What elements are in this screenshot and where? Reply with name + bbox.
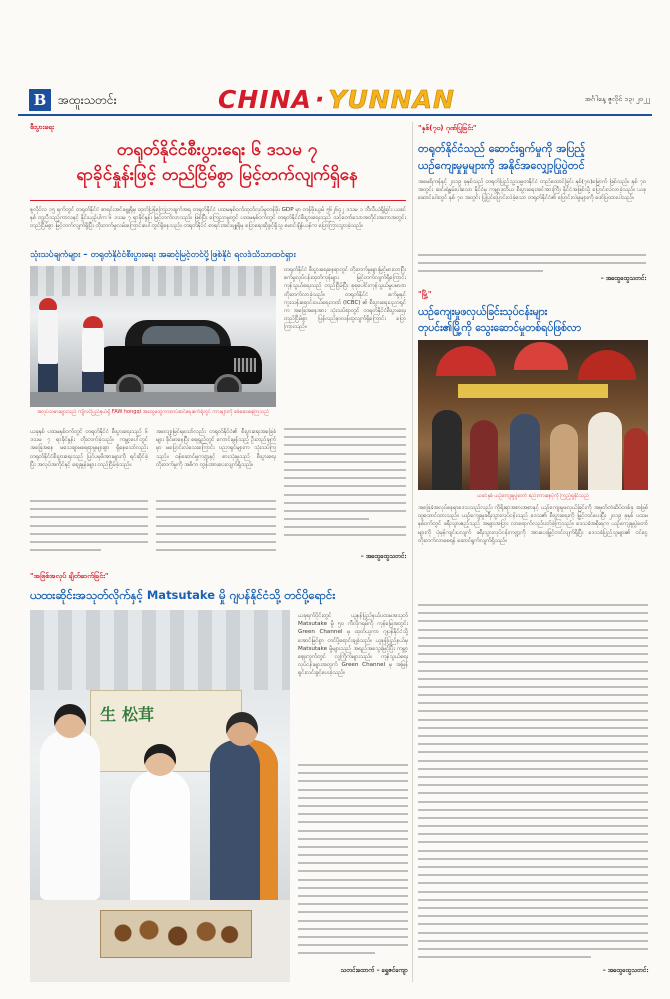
brand-logo: [218, 85, 455, 114]
worker-figure-left: [38, 306, 58, 398]
food-photo-caption: ယခင်နှစ် ယဉ်ကျေးမှုပွဲတော် စည်းကားနေပုံကို ကြည့်ရှုနိုင်သည်: [477, 493, 589, 499]
lead-bottom-middle-column: အလျော့မြင်ရသော်လည်း တရုတ်နိုင်ငံ၏ စီးပွားရေးအခြေခံများ ခိုင်မာနေပြီး ရေရှည်တွင် ကောင်းမွန်သည့် ဦးတည်ချက်မှာ မပြောင်းလဲသေးကြောင်း ပညာရှင်များက သုံးသပ်ကြသည်။ ဝန်ဆောင်မှုကဏ္ဍနှင့် စားသုံးမှုသည် စီးပွားရေးတိုးတက်မှုကို အဓိက တွန်းအားပေးလျက်ရှိသည်။: [156, 429, 276, 468]
food-body-continued: [418, 604, 648, 968]
worker-figure-middle-cap: [83, 316, 103, 328]
header-rule: [18, 114, 652, 116]
food-headline-line-1: ယဉ်ကျေးမှုဖလှယ်ခြင်းသုပ်ငန်းများ: [418, 306, 548, 318]
matsutake-headline-part-1: ယထးဆိုင်းအသုတ်လိုက်နှင့်: [30, 588, 143, 602]
matsutake-kicker: "အဖြစ်အလုပ် ချိတ်ဆက်ခြင်း": [30, 572, 109, 580]
food-body: အခြေခံအလုပ်နေရာဒေသသည်လည်း ကိုရိုးရာအစားအစာနှင့် ယဉ်ကျေးမှုဖလှယ်ခြင်းကို အမှတ်တံဆိပ်တစ်ခု အဖြစ်ထူထောင်ထားသည်။ ယဉ်ကျေးမှုခရီးသွားလုပ်ငန်းသည် ဒေသ၏ စီးပွားရေးကို မြှင့်တင်ပေးပြီး ၂၀၁၉ ခုနှစ် ပထမနှစ်ဝက်တွင် ခရီးသွားဧည့်သည် အများအပြား လာရောက်လည်ပတ်ခဲ့ကြသည်။ ဒေသခံအစိုးရက ယဉ်ကျေးမှုပွဲတော်များကို ပုံမှန်ကျင်းပလျက် ခရီးသွားလုပ်ငန်းကဏ္ဍကို အားပေးမြှင့်တင်လျက်ရှိပြီး ဒေသခံပြည်သူများ၏ ဝင်ငွေတိုးတက်လာစေရန် ဆောင်ရွက်လျက်ရှိသည်။: [418, 505, 648, 544]
lead-kicker: စီးပွားရေး: [30, 123, 54, 131]
crowd-person-4: [550, 424, 578, 490]
lead-headline-rule: [30, 200, 406, 201]
worker-figure-middle: [82, 324, 104, 398]
red-umbrella-2: [514, 342, 568, 370]
lead-right-column-continued: [284, 428, 406, 548]
lead-right-column: တရုတ်နိုင်ငံ စီးပွားရေးနေရာတွင် တိုးတက်မှုများမြင့်မားလာပြီး စက်မှုလုပ်ငန်းထုတ်ကုန်များ မြင့်တက်လျက်ရှိကြောင်း ကုန်သွယ်ရေးသည် တည်ငြိမ်ပြီး စုစုပေါင်းကုန်သွယ်မှုပမာဏ တိုးတက်လာခဲ့သည်။ တရုတ်နိုင်ငံ စက်မှုနှင့်ကူးသန်းရောင်းဝယ်ရေးဘဏ် (ICBC) ၏ စီးပွားရေးပညာရှင်က အခြေအနေအား သုံးသပ်ရာတွင် တရုတ်နိုင်ငံစီးပွားရေး တည်ငြိမ်စွာ ပြန်လည်နာလန်ထူလျက်ရှိကြောင်း ပြောကြားသည်။: [284, 267, 406, 331]
sidebar-body: အမေရိကန်နှင့် ၂၀၁၉ ခုနှစ်သည် တရုတ်ပြည်သူ့သမ္မတနိုင်ငံ တည်ထောင်ခြင်း နှစ်(၇၀)မြောက် ဖြစ်သည်။ နှစ် ၇၀ အတွင်း ဆင်းရဲနွမ်းပါးသော နိုင်ငံမှ ကမ္ဘာ့ဒုတိယ စီးပွားရေးအင်အားကြီး နိုင်ငံအဖြစ်သို့ ပြောင်းလဲလာခဲ့သည်။ ယခုဆောင်းပါးတွင် နှစ် ၇၀ အတွင်း ပြုပြင်ပြောင်းလဲခဲ့သော တရုတ်နိုင်ငံ၏ ပြောင်းလဲမှုများကို ဖော်ပြထားပါသည်။: [418, 179, 646, 202]
worker-figure-right: [210, 740, 278, 920]
red-umbrella-1: [436, 346, 496, 376]
issue-date: အင်္ဂါနေ့ ဇူလိုင် ၁၃၊ ၂၀၂၂: [584, 95, 650, 103]
sidebar-headline: [418, 140, 644, 174]
column-divider: [412, 122, 413, 982]
stall-sign: [458, 384, 608, 398]
brand-dot: ·: [314, 85, 326, 114]
car-window: [142, 326, 220, 344]
sidebar-headline-line-1: တရုတ်နိုင်ငံသည် ဆောင်းရွက်မှုကို အပြည့်: [418, 142, 586, 155]
officer-figure-left: [40, 730, 100, 900]
matsutake-body: ယခုရက်ပိုင်းတွင် ယူနန်ပြည်နယ်ပထမအသုတ် Matsutake မှို ၅၀ ကီလိုဂရမ်ကို ကုန်မြေအတွင်း Green Channel မှ ထုတ်ယူကာ ဂျပန်နိုင်ငံသို့ အောင်မြင်စွာ တင်ပို့ရောင်းချခဲ့သည်။ ယူနန်ပြည်နယ်မှ Matsutake မှိုများသည် အရည်အသွေးမြင့်ပြီး ကမ္ဘာ့ဈေးကွက်တွင် လူကြိုက်များသည်။ ကုန်သွယ်ရေးလုပ်ငန်းများအတွက် Green Channel မှ အမြန်ရှင်းလင်းခွင့်ပေးခဲ့သည်။: [298, 613, 408, 677]
crowd-person-2: [470, 420, 498, 490]
lead-byline: – အထွေထွေသတင်း: [360, 553, 406, 560]
matsutake-headline: [30, 588, 410, 605]
lead-headline: [30, 138, 404, 188]
sidebar-kicker: "နှစ်(၇၀) ဂုဏ်ပြုခြင်း": [418, 124, 477, 132]
car-factory-photo: [30, 266, 276, 407]
food-headline: [418, 304, 644, 336]
food-fair-photo: [418, 340, 648, 490]
worker-figure-left-cap: [39, 298, 57, 310]
lead-bottom-left-column: ယခုနှစ် ပထမနှစ်ဝက်တွင် တရုတ်နိုင်ငံ စီးပွားရေးသည် ၆ ဒသမ ၇ ရာခိုင်နှုန်း တိုးတက်ခဲ့သည်။ ကမ္ဘာ့ပေါ်တွင် အခြေအနေ မသေချာမရေရာမှုများစွာ ရှိနေသော်လည်း တရုတ်နိုင်ငံစီးပွားရေးသည် ပြင်ပမှဖိအားများကို ရင်ဆိုင်ခဲ့ပြီး အလုပ်အကိုင်နှင့် စျေးနှုန်းများ တည်ငြိမ်ခဲ့သည်။: [30, 429, 148, 468]
matsutake-headline-part-2: မှို ဂျပန်နိုင်ငံသို့ တင်ပို့ရောင်း: [219, 588, 336, 602]
car-grille: [234, 358, 256, 372]
food-byline: – အထွေထွေသတင်း: [602, 967, 648, 974]
lead-bottom-middle-continued: [156, 500, 276, 554]
worker-figure-right-head: [226, 712, 258, 746]
crowd-person-6: [624, 428, 648, 490]
page-header: [18, 86, 652, 116]
factory-ceiling: [30, 266, 276, 296]
crate-label-2: 松茸: [122, 705, 155, 724]
lead-headline-line-2: ရာခိုင်နှုန်းဖြင့် တည်ငြိမ်စွာ မြင့်တက်လျက်ရှိနေ: [76, 165, 358, 185]
sidebar-headline-line-2: ယဉ်ကျေးမှုမှုများကို အနိုင်အလျှော့ပြုပွဲတင်: [418, 159, 585, 172]
matsutake-headline-latin: Matsutake: [146, 588, 215, 602]
matsutake-byline: သတင်းထောက် – ရွှေဇင်ကျော: [340, 967, 408, 974]
section-name: အထူးသတင်း: [58, 93, 117, 107]
lead-headline-line-1: တရုတ်နိုင်ငံစီးပွားရေး ၆ ဒသမ ၇: [116, 140, 318, 160]
mushroom-pile: [110, 918, 240, 948]
officer-figure-middle-head: [144, 744, 176, 776]
sidebar-byline: – အထွေထွေသတင်း: [600, 275, 646, 282]
brand-china: CHINA: [218, 85, 312, 114]
officer-figure-left-head: [54, 704, 86, 738]
food-headline-line-2: တုပင်း၏မြို့ကို သွေးဆောင်မှုတစ်ရပ်ဖြစ်လာ: [418, 322, 582, 334]
factory-floor: [30, 392, 276, 407]
section-letter-badge: B: [29, 89, 51, 111]
food-kicker: "မြို့": [418, 290, 432, 298]
lead-subheadline: သုံးသပ်ချက်များ – တရုတ်နိုင်ငံစီးပွားရေး အဆင့်မြင့်တင်ပို့ဖြစ်နိုင် ရလဒ်သိသာထင်ရှား: [30, 250, 296, 260]
lead-intro-text: ဇူလိုင်လ ၁၅ ရက်တွင် တရုတ်နိုင်ငံ စာရင်းအင်းဗျူရိုမှ ထုတ်ပြန်ကြေညာချက်အရ တရုတ်နိုင်ငံ ပထမနှစ်ဝက်ထုတ်လုပ်မှုတန်ဖိုး GDP မှာ တန်ဖိုးယွမ် ၅၆၂၆၄၂ ဒသမ ၁ ဘီလီယံရှိခြင်း ယခင်နှစ် တူညီသည့်ကာလနှင့် နှိုင်းယှဉ်ပါက ၆ ဒသမ ၇ ရာခိုင်နှုန်း မြင့်တက်လာသည်။ ဖြစ်ပြီး ကြေညာမှုတွင် ပထမနှစ်ဝက်တွင် တရုတ်နိုင်ငံစီးပွားရေးသည် သင့်တော်သောအတိုင်းအတာအတွင်း တည်ငြိမ်စွာ မြင့်တက်လျက်ရှိပြီး တိုးတက်မှုလမ်းကြောင်းပေါ်တွင်ရှိနေသည်။ တရုတ်နိုင်ငံ စာရင်းအင်းဗျူရိုမှ ပြောရေးဆိုခွင့်ရှိသူ မောင်ချိန်ယန်က ပြောကြားသွားခဲ့သည်။: [30, 207, 406, 230]
crowd-person-5: [588, 412, 622, 490]
crate-label-1: 生: [100, 705, 117, 724]
warehouse-wall: [30, 610, 290, 690]
matsutake-body-continued: [298, 764, 408, 968]
crowd-person-1: [432, 410, 462, 490]
lead-bottom-left-continued: [30, 500, 148, 554]
crowd-person-3: [510, 414, 540, 490]
car-photo-caption: အလုပ်သမားများသည် ကျိလင်ပြည်နယ်ရှိ FAW hongqi အထွေထွေကားတပ်ဆင်ရေးစက်ရုံတွင် ကားများကို စစ်ဆေးနေကြသည်: [36, 409, 270, 415]
red-umbrella-3: [578, 350, 636, 380]
matsutake-inspection-photo: [30, 610, 290, 982]
officer-figure-middle: [130, 770, 190, 910]
brand-yunnan: YUNNAN: [328, 85, 455, 114]
